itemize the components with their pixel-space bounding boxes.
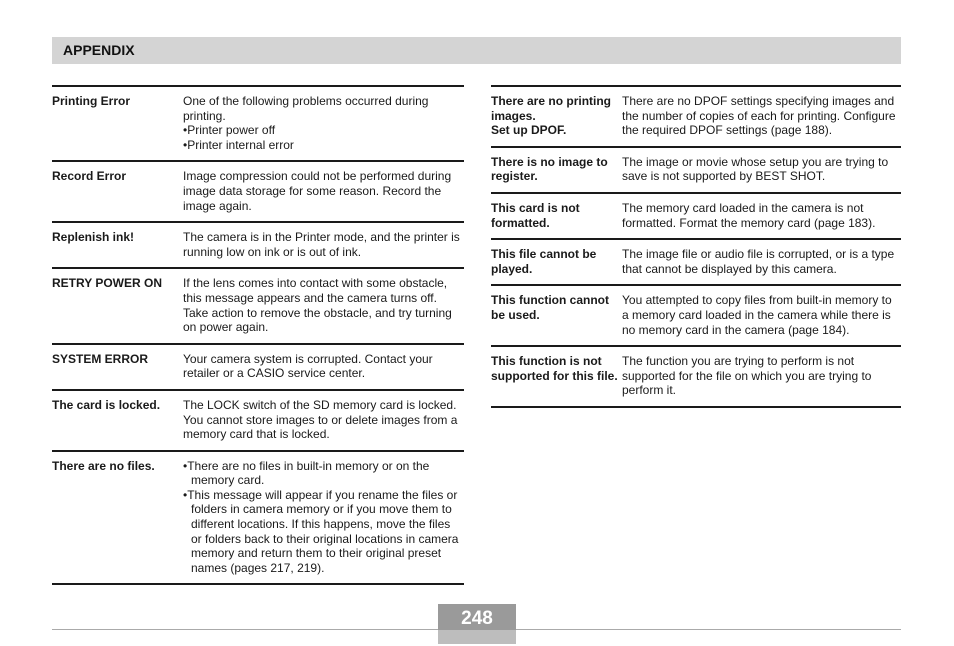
error-description bbox=[183, 352, 464, 381]
description-text: If the lens comes into contact with some obstacle, this message appears and the camera turns off. Take action to remove the obstacle, and try turning on power again. bbox=[183, 276, 452, 335]
bullet-item: • Printer power off bbox=[183, 123, 464, 138]
bullet-item: • Printer internal error bbox=[183, 138, 464, 153]
error-description bbox=[622, 155, 901, 184]
error-message-term: The card is locked. bbox=[52, 397, 161, 412]
description-text: Image compression could not be performed during image data storage for some reason. Record the image again. bbox=[183, 169, 452, 213]
error-description bbox=[622, 354, 901, 398]
error-description bbox=[622, 201, 901, 230]
error-description bbox=[183, 276, 464, 334]
bullet-list bbox=[183, 123, 464, 152]
error-description bbox=[622, 94, 901, 138]
error-message-term: There are no files. bbox=[52, 458, 155, 473]
page-number-box bbox=[438, 604, 516, 644]
error-message-term: This card is not formatted. bbox=[491, 200, 580, 230]
error-message-term: RETRY POWER ON bbox=[52, 276, 163, 291]
error-description bbox=[622, 293, 901, 337]
table-row bbox=[491, 146, 901, 192]
table-row bbox=[52, 343, 464, 389]
error-message-term: Record Error bbox=[52, 169, 127, 184]
table-row bbox=[52, 85, 464, 160]
description-text: The camera is in the Printer mode, and the printer is running low on ink or is out of ink. bbox=[183, 230, 460, 259]
description-text: One of the following problems occurred during printing. bbox=[183, 94, 429, 123]
error-description bbox=[183, 459, 464, 576]
table-row bbox=[491, 238, 901, 284]
page-number: 248 bbox=[461, 608, 493, 629]
error-description bbox=[183, 230, 464, 259]
table-row bbox=[491, 85, 901, 146]
description-text: The memory card loaded in the camera is not formatted. Format the memory card (page 183). bbox=[622, 200, 876, 230]
table-row bbox=[52, 389, 464, 450]
description-text: You attempted to copy files from built-in memory to a memory card loaded in the camera while there is no memory card in the camera (page 184). bbox=[622, 293, 892, 337]
error-description bbox=[183, 94, 464, 152]
description-text: The image or movie whose setup you are trying to save is not supported by BEST SHOT. bbox=[622, 154, 889, 184]
description-text: The image file or audio file is corrupted, or is a type that cannot be displayed by this camera. bbox=[622, 247, 895, 276]
error-table-right bbox=[491, 85, 901, 408]
error-message-term: Printing Error bbox=[52, 94, 131, 108]
bullet-item: • This message will appear if you rename the files or folders in camera memory or if you move them to different locations. If this happens, move the files or folders back to their original locations in camera memory and return them to their original preset names (pages 217, 219). bbox=[183, 488, 464, 576]
bullet-list bbox=[183, 459, 464, 576]
error-table-left bbox=[52, 85, 464, 585]
description-text: The LOCK switch of the SD memory card is locked. You cannot store images to or delete images from a memory card that is locked. bbox=[183, 397, 458, 442]
table-row bbox=[52, 450, 464, 586]
error-message-term: There are no printing images. Set up DPOF. bbox=[491, 94, 612, 138]
error-message-term: There is no image to register. bbox=[491, 154, 608, 184]
error-description bbox=[183, 398, 464, 442]
error-message-term: This function is not supported for this file. bbox=[491, 354, 618, 383]
description-text: Your camera system is corrupted. Contact your retailer or a CASIO service center. bbox=[183, 351, 433, 381]
page-number-box-shade bbox=[438, 630, 516, 644]
table-row bbox=[491, 284, 901, 345]
error-message-term: This file cannot be played. bbox=[491, 247, 597, 276]
table-row bbox=[52, 267, 464, 342]
table-row bbox=[491, 192, 901, 238]
error-message-term: This function cannot be used. bbox=[491, 293, 609, 322]
description-text: There are no DPOF settings specifying images and the number of copies of each for printing. Configure the required DPOF settings (page 188). bbox=[622, 94, 896, 138]
error-description bbox=[622, 247, 901, 276]
description-text: The function you are trying to perform is not supported for the file on which you are trying to perform it. bbox=[622, 354, 872, 398]
error-message-term: SYSTEM ERROR bbox=[52, 351, 149, 366]
table-row bbox=[52, 160, 464, 221]
error-message-term: Replenish ink! bbox=[52, 230, 135, 245]
section-title: APPENDIX bbox=[63, 42, 135, 58]
section-header bbox=[52, 37, 901, 64]
table-row bbox=[52, 221, 464, 267]
bullet-item: • There are no files in built-in memory or on the memory card. bbox=[183, 459, 464, 488]
table-row bbox=[491, 345, 901, 408]
error-description bbox=[183, 169, 464, 213]
